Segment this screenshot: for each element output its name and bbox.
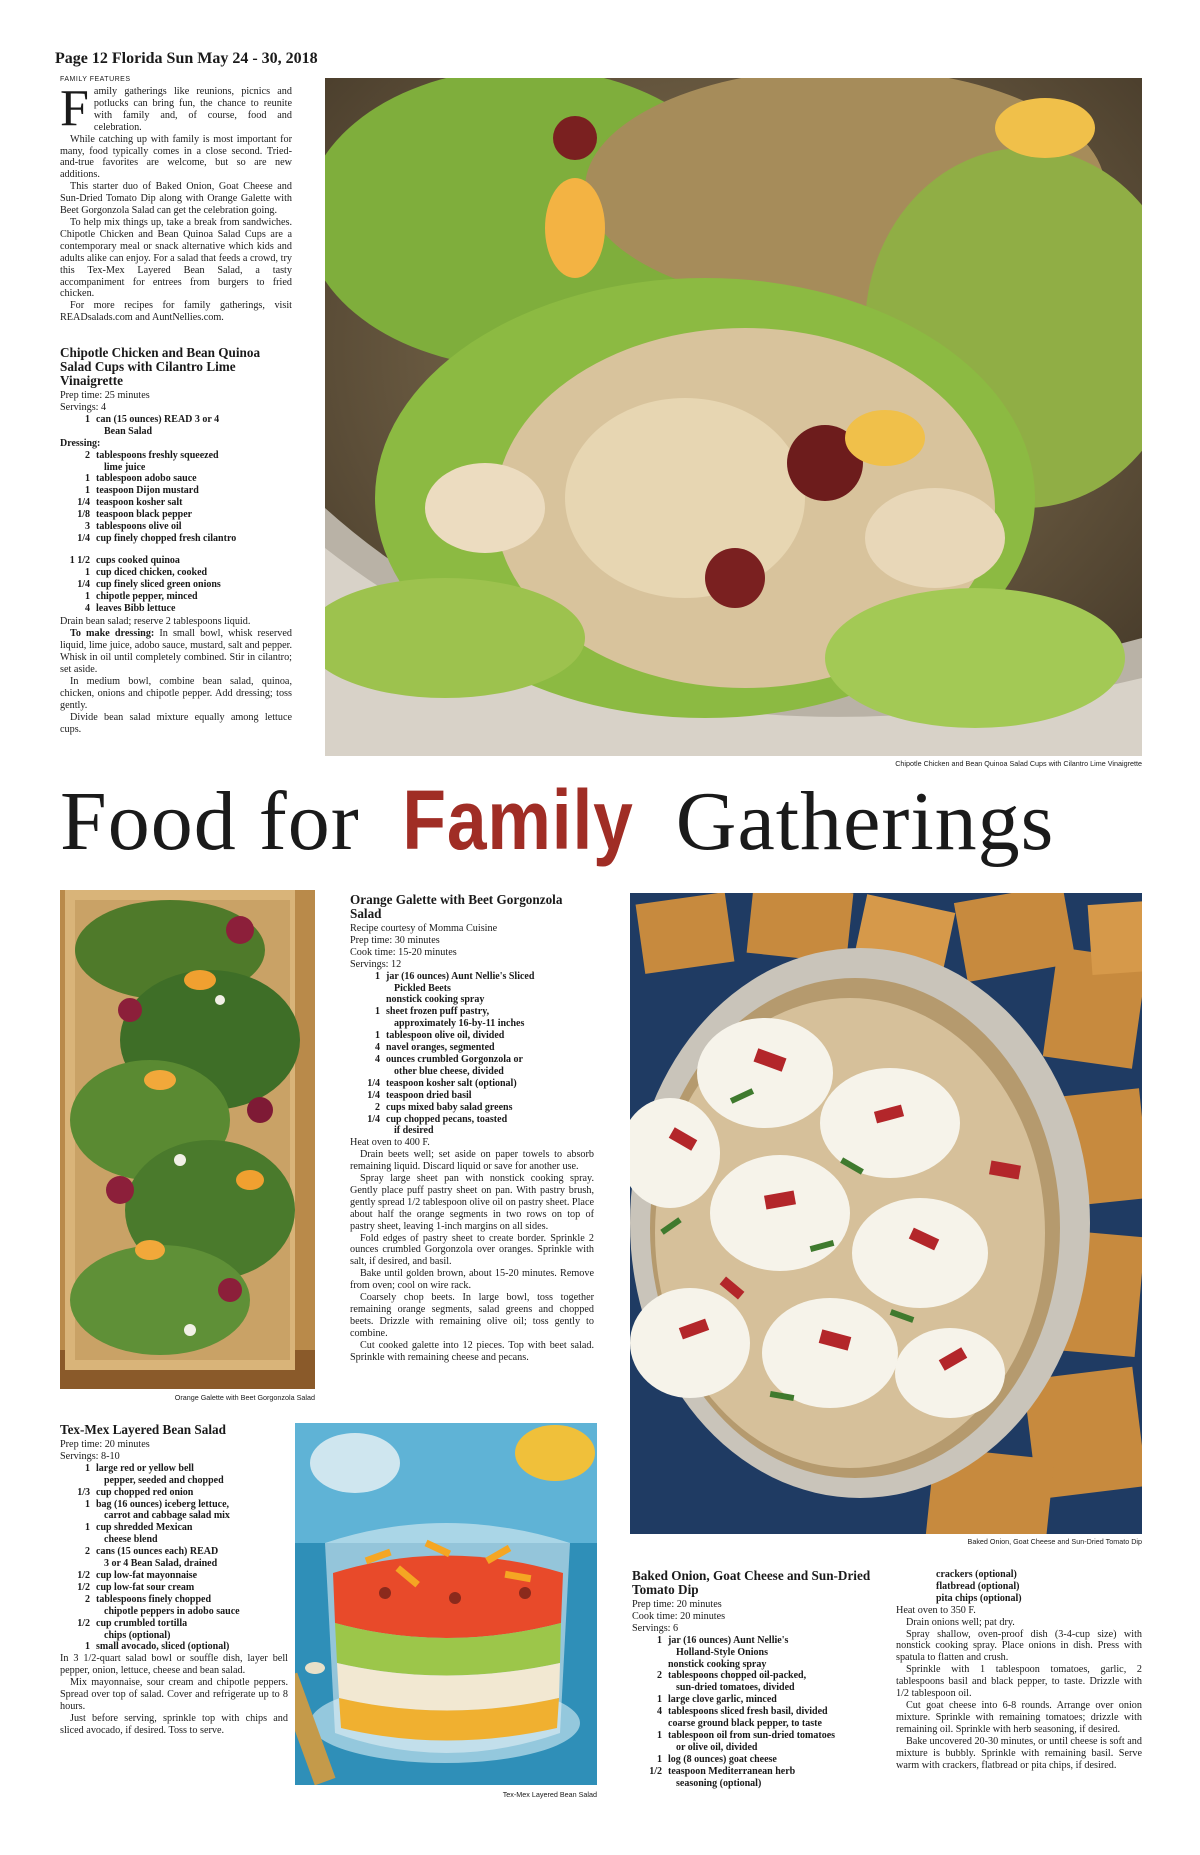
ingredient-row [350, 1078, 594, 1090]
ingredient-continuation: Pickled Beets [394, 982, 451, 994]
ingredient-quantity: 2 [375, 1101, 380, 1113]
intro-paragraph: This starter duo of Baked Onion, Goat Cheese and Sun-Dried Tomato Dip along with Orange Galette with Beet Gorgonzola Salad can get the celebration going. [60, 181, 292, 217]
ingredient-text [668, 1670, 872, 1694]
step: Heat oven to 350 F. [896, 1604, 976, 1616]
ingredient-text [96, 1546, 288, 1570]
intro-text [60, 80, 292, 324]
ingredient-text [96, 533, 292, 545]
recipe-quinoa [60, 346, 292, 735]
ingredient-name: tablespoon adobo sauce [96, 473, 197, 485]
photo-quinoa-salad-cups [325, 78, 1142, 756]
ingredient-quantity: 2 [85, 449, 90, 461]
photo-caption: Tex-Mex Layered Bean Salad [502, 1790, 597, 1799]
ingredient-row [60, 485, 292, 497]
ingredient-name: chipotle pepper, minced [96, 590, 198, 602]
ingredient-name: log (8 ounces) goat cheese [668, 1753, 777, 1765]
ingredient-row [632, 1730, 872, 1754]
ingredient-continuation: Bean Salad [104, 425, 153, 437]
step: Drain bean salad; reserve 2 tablespoons liquid. [60, 616, 251, 628]
ingredient-row [60, 497, 292, 509]
recipe-servings: Servings: 4 [60, 402, 107, 414]
ingredient-quantity: 1/4 [77, 497, 90, 509]
recipe-prep: Prep time: 30 minutes [350, 934, 440, 946]
ingredient-text [96, 450, 292, 474]
ingredient-row [60, 567, 292, 579]
ingredient-text [386, 1030, 594, 1042]
ingredient-continuation: approximately 16-by-11 inches [394, 1018, 525, 1030]
recipe-servings: Servings: 12 [350, 958, 402, 970]
recipe-galette [350, 893, 594, 1364]
recipe-prep: Prep time: 20 minutes [632, 1599, 722, 1610]
ingredient-name: cup low-fat sour cream [96, 1581, 195, 1593]
ingredient-text [668, 1766, 872, 1790]
ingredient-text [96, 579, 292, 591]
ingredient-quantity: 1/2 [77, 1617, 90, 1629]
ingredient-name: small avocado, sliced (optional) [96, 1641, 230, 1653]
ingredient-text [96, 1594, 288, 1618]
ingredient-row [60, 450, 292, 474]
ingredient-quantity: 1/2 [649, 1765, 662, 1777]
ingredient-row [350, 1090, 594, 1102]
ingredient-quantity: 1/4 [367, 1077, 380, 1089]
ingredient-text [386, 1042, 594, 1054]
ingredient-name: sheet frozen puff pastry, [386, 1006, 490, 1018]
ingredient-text [96, 1499, 288, 1523]
ingredient-name: teaspoon Dijon mustard [96, 485, 199, 497]
ingredient-name: cup crumbled tortilla [96, 1617, 188, 1629]
ingredient-quantity: 1 [375, 970, 380, 982]
ingredient-name: cup shredded Mexican [96, 1522, 193, 1534]
ingredient-row [632, 1754, 872, 1766]
ingredient-list [60, 450, 292, 545]
intro-column [60, 76, 292, 736]
ingredient-name: nonstick cooking spray [386, 994, 485, 1006]
ingredient-row [60, 1463, 288, 1487]
ingredient-continuation: chipotle peppers in adobo sauce [104, 1605, 240, 1617]
ingredient-continuation: or olive oil, divided [676, 1741, 758, 1753]
ingredient-list [350, 971, 594, 1138]
ingredient-quantity: 2 [85, 1593, 90, 1605]
recipe-cook: Cook time: 20 minutes [632, 1610, 726, 1622]
ingredient-quantity: 1/4 [77, 578, 90, 590]
recipe-title: Chipotle Chicken and Bean Quinoa Salad Cups with Cilantro Lime Vinaigrette [60, 345, 261, 389]
ingredient-name: cups mixed baby salad greens [386, 1101, 513, 1113]
ingredient-name: navel oranges, segmented [386, 1042, 495, 1054]
photo-caption: Chipotle Chicken and Bean Quinoa Salad Cups with Cilantro Lime Vinaigrette [895, 759, 1142, 768]
ingredient-text [668, 1635, 872, 1659]
ingredient-list [60, 555, 292, 615]
photo-caption: Baked Onion, Goat Cheese and Sun-Dried Tomato Dip [967, 1537, 1142, 1546]
ingredient-text [668, 1659, 872, 1671]
ingredient-quantity: 1 [85, 473, 90, 485]
ingredient-row [60, 1546, 288, 1570]
ingredient-text [386, 1006, 594, 1030]
step: Cut goat cheese into 6-8 rounds. Arrange over onion mixture. Sprinkle with remaining tomatoes; drizzle with remaining oil. Sprinkle with herb seasoning, if desired. [896, 1699, 1142, 1735]
ingredient-continuation: lime juice [104, 461, 146, 473]
ingredient-text [96, 473, 292, 485]
ingredient-text [96, 509, 292, 521]
ingredient-quantity: 4 [657, 1706, 662, 1718]
ingredient-continuation: seasoning (optional) [676, 1777, 762, 1789]
ingredient-list [632, 1635, 872, 1790]
intro-paragraph: While catching up with family is most important for many, food typically comes in a close second. Tried-and-true favorites are welcome, but so are new additions. [60, 133, 292, 181]
ingredient-name: tablespoons freshly squeezed [96, 449, 219, 461]
ingredient-row [350, 1006, 594, 1030]
ingredient-quantity: 1/4 [367, 1113, 380, 1125]
photo-caption: Orange Galette with Beet Gorgonzola Salad [174, 1393, 315, 1402]
drop-cap: F [60, 80, 89, 137]
ingredient-quantity: 4 [85, 602, 90, 614]
intro-paragraph: For more recipes for family gatherings, visit READsalads.com and AuntNellies.com. [60, 300, 292, 324]
ingredient-text [96, 497, 292, 509]
ingredient-quantity: 2 [85, 1546, 90, 1558]
intro-paragraph: To help mix things up, take a break from sandwiches. Chipotle Chicken and Bean Quinoa Salad Cups are a contemporary meal or snack alternative which kids and adults alike can enjoy. For a salad that feeds a crowd, try this Tex-Mex Layered Bean Salad, a tasty accompaniment for entrees from burgers to fried chicken. [60, 216, 292, 300]
ingredient-row [350, 994, 594, 1006]
photo-baked-onion-dip [630, 893, 1142, 1534]
ingredient-name: tablespoon oil from sun-dried tomatoes [668, 1729, 836, 1741]
step-lead: To make dressing: [70, 628, 155, 640]
ingredient-quantity: 1/2 [77, 1581, 90, 1593]
photo-texmex-salad [295, 1423, 597, 1785]
ingredient-row [632, 1694, 872, 1706]
ingredient-text [668, 1694, 872, 1706]
ingredient-name: cup chopped pecans, toasted [386, 1113, 508, 1125]
ingredient-text [386, 971, 594, 995]
ingredient-name: teaspoon kosher salt [96, 497, 183, 509]
ingredient-quantity: 1 [657, 1753, 662, 1765]
ingredient-quantity: 4 [375, 1042, 380, 1054]
ingredient-row [60, 1641, 288, 1653]
ingredient-name: leaves Bibb lettuce [96, 602, 176, 614]
recipe-title: Baked Onion, Goat Cheese and Sun-Dried Tomato Dip [632, 1568, 871, 1597]
ingredient-row [350, 971, 594, 995]
ingredient-row [60, 1499, 288, 1523]
ingredient-name: ounces crumbled Gorgonzola or [386, 1053, 523, 1065]
ingredient-quantity [632, 1718, 668, 1730]
kicker: FAMILY FEATURES [60, 76, 131, 83]
ingredient-text [386, 1054, 594, 1078]
ingredient-name: cup low-fat mayonnaise [96, 1569, 198, 1581]
ingredient-row [60, 1594, 288, 1618]
ingredient-quantity: 1 [85, 1522, 90, 1534]
recipe-courtesy: Recipe courtesy of Momma Cuisine [350, 923, 498, 934]
ingredient-row [60, 1582, 288, 1594]
ingredient-quantity: 1 [85, 1462, 90, 1474]
dressing-label: Dressing: [60, 437, 101, 449]
ingredient-quantity: 1 [657, 1634, 662, 1646]
ingredient-text [96, 567, 292, 579]
ingredient-row [350, 1102, 594, 1114]
ingredient-name: bag (16 ounces) iceberg lettuce, [96, 1498, 230, 1510]
ingredient-text [96, 485, 292, 497]
ingredient-continuation: sun-dried tomatoes, divided [676, 1682, 795, 1694]
ingredient-text [96, 1522, 288, 1546]
ingredient-name: coarse ground black pepper, to taste [668, 1718, 822, 1730]
ingredient-quantity: 1 [85, 1641, 90, 1653]
ingredient-name: jar (16 ounces) Aunt Nellie's [668, 1634, 789, 1646]
ingredient-name: tablespoons olive oil [96, 521, 182, 533]
ingredient-row [350, 1030, 594, 1042]
ingredient-name: cup finely chopped fresh cilantro [96, 533, 237, 544]
ingredient-name: crackers (optional) [936, 1569, 1017, 1580]
ingredient-text [96, 1582, 288, 1594]
ingredient-quantity: 1 [375, 1030, 380, 1042]
ingredient-text [386, 994, 594, 1006]
ingredient-text [96, 591, 292, 603]
recipe-steps [896, 1605, 1142, 1772]
ingredient-row [632, 1670, 872, 1694]
ingredient-row [632, 1635, 872, 1659]
ingredient-row [60, 591, 292, 603]
ingredient-row [60, 533, 292, 545]
ingredient-row [632, 1766, 872, 1790]
ingredient-quantity: 1/3 [77, 1486, 90, 1498]
ingredient-text [668, 1706, 872, 1718]
ingredient-continuation: 3 or 4 Bean Salad, drained [104, 1558, 218, 1570]
recipe-cook: Cook time: 15-20 minutes [350, 946, 457, 958]
ingredient-quantity: 1/2 [77, 1569, 90, 1581]
ingredient-quantity: 1/8 [77, 509, 90, 521]
ingredient-text [96, 1618, 288, 1642]
ingredient-text [668, 1730, 872, 1754]
step: Mix mayonnaise, sour cream and chipotle peppers. Spread over top of salad. Cover and refrigerate up to 8 hours. [60, 1677, 288, 1712]
ingredient-name: tablespoons sliced fresh basil, divided [668, 1706, 828, 1718]
recipe-title: Orange Galette with Beet Gorgonzola Salad [350, 892, 563, 921]
photo-orange-galette [60, 890, 315, 1389]
ingredient-text [386, 1102, 594, 1114]
ingredient-text [386, 1078, 594, 1090]
recipe-title: Tex-Mex Layered Bean Salad [60, 1422, 226, 1437]
ingredient-name: large red or yellow bell [96, 1462, 194, 1474]
ingredient-quantity: 1 [657, 1729, 662, 1741]
ingredient-continuation: other blue cheese, divided [394, 1065, 504, 1077]
step: Coarsely chop beets. In large bowl, toss together remaining orange segments, salad greens and chopped beets. Drizzle with remaining olive oil; toss gently to combine. [350, 1292, 594, 1339]
ingredient-name: nonstick cooking spray [668, 1658, 767, 1670]
ingredient-name: cup diced chicken, cooked [96, 566, 208, 578]
ingredient-quantity: 1/4 [367, 1089, 380, 1101]
step: Bake until golden brown, about 15-20 minutes. Remove from oven; cool on wire rack. [350, 1268, 594, 1292]
headline-post: Gatherings [675, 775, 1055, 868]
recipe-prep: Prep time: 20 minutes [60, 1439, 150, 1450]
ingredient-row [60, 473, 292, 485]
recipe-servings: Servings: 8-10 [60, 1450, 120, 1462]
ingredient-row [60, 414, 292, 438]
step: Divide bean salad mixture equally among lettuce cups. [60, 711, 292, 735]
ingredient-row [60, 1618, 288, 1642]
ingredient-quantity [350, 994, 386, 1006]
ingredient-text [96, 414, 292, 438]
page-folio: Page 12 Florida Sun May 24 - 30, 2018 [55, 50, 318, 67]
recipe-dip [632, 1569, 872, 1790]
ingredient-text [96, 555, 292, 567]
ingredient-text [96, 1570, 288, 1582]
step: In medium bowl, combine bean salad, quinoa, chicken, onions and chipotle pepper. Add dressing; toss gently. [60, 675, 292, 711]
ingredient-row [60, 579, 292, 591]
ingredient-name: tablespoon olive oil, divided [386, 1030, 505, 1042]
ingredient-text [386, 1114, 594, 1138]
ingredient-quantity: 4 [375, 1053, 380, 1065]
ingredient-row [60, 1522, 288, 1546]
recipe-steps [60, 1653, 288, 1736]
ingredient-continuation: carrot and cabbage salad mix [104, 1510, 230, 1522]
ingredient-continuation: chips (optional) [104, 1629, 171, 1641]
headline-accent: Family [402, 773, 634, 867]
step: Drain onions well; pat dry. [906, 1616, 1015, 1628]
ingredient-name: tablespoons finely chopped [96, 1593, 212, 1605]
ingredient-name: cans (15 ounces each) READ [96, 1546, 219, 1558]
ingredient-list [60, 1463, 288, 1654]
ingredient-name: teaspoon Mediterranean herb [668, 1765, 796, 1777]
ingredient-name: teaspoon kosher salt (optional) [386, 1077, 517, 1089]
step: Cut cooked galette into 12 pieces. Top with beet salad. Sprinkle with remaining cheese and pecans. [350, 1339, 594, 1363]
ingredient-text [96, 603, 292, 615]
ingredient-quantity: 1 [85, 590, 90, 602]
headline [60, 775, 1150, 867]
ingredient-row [632, 1659, 872, 1671]
ingredient-quantity: 1 [657, 1694, 662, 1706]
step: Spray shallow, oven-proof dish (3-4-cup size) with nonstick cooking spray. Place onions in dish. Press with spatula to flatten and crush. [896, 1628, 1142, 1664]
recipe-servings: Servings: 6 [632, 1622, 679, 1634]
step: Just before serving, sprinkle top with chips and sliced avocado, if desired. Toss to serve. [60, 1712, 288, 1736]
ingredient-quantity: 1 [85, 566, 90, 578]
ingredient-row [632, 1718, 872, 1730]
ingredient-text [96, 521, 292, 533]
step: Heat oven to 400 F. [350, 1137, 430, 1149]
ingredient-name: tablespoons chopped oil-packed, [668, 1670, 807, 1682]
step: Sprinkle with 1 tablespoon tomatoes, garlic, 2 tablespoons basil and black pepper, to taste. Drizzle with 1/2 tablespoon oil. [896, 1664, 1142, 1700]
ingredient-row [60, 521, 292, 533]
recipe-dip-continued [896, 1569, 1142, 1771]
ingredient-name: teaspoon black pepper [96, 509, 193, 521]
ingredient-quantity: 1 [85, 413, 90, 425]
step: Fold edges of pastry sheet to create border. Sprinkle 2 ounces crumbled Gorgonzola over oranges. Sprinkle with salt, if desired, and basil. [350, 1232, 594, 1268]
step: In 3 1/2-quart salad bowl or souffle dish, layer bell pepper, onion, lettuce, cheese and bean salad. [60, 1653, 288, 1677]
ingredient-row [632, 1706, 872, 1718]
ingredient-name: cup chopped red onion [96, 1486, 194, 1498]
ingredient-name: pita chips (optional) [936, 1592, 1022, 1604]
ingredient-quantity: 1 [85, 1498, 90, 1510]
step: Bake uncovered 20-30 minutes, or until cheese is soft and mixture is bubbly. Sprinkle with remaining basil. Serve warm with crackers, flatbread or pita chips, if desired. [896, 1735, 1142, 1771]
ingredient-row [60, 555, 292, 567]
step: Drain beets well; set aside on paper towels to absorb remaining liquid. Discard liquid or save for another use. [350, 1149, 594, 1173]
ingredient-name: can (15 ounces) READ 3 or 4 [96, 413, 220, 425]
ingredient-row [60, 509, 292, 521]
ingredient-list [60, 414, 292, 438]
ingredient-text [96, 1463, 288, 1487]
ingredient-row [60, 603, 292, 615]
ingredient-quantity: 2 [657, 1670, 662, 1682]
recipe-steps [350, 1137, 594, 1363]
ingredient-text [96, 1487, 288, 1499]
ingredient-list [896, 1569, 1142, 1605]
ingredient-text [668, 1718, 872, 1730]
ingredient-quantity: 1 1/2 [69, 554, 90, 566]
ingredient-continuation: if desired [394, 1125, 434, 1137]
recipe-texmex [60, 1423, 288, 1737]
ingredient-text [668, 1754, 872, 1766]
ingredient-name: large clove garlic, minced [668, 1694, 777, 1706]
ingredient-text [96, 1641, 288, 1653]
ingredient-name: cups cooked quinoa [96, 554, 180, 566]
ingredient-name: teaspoon dried basil [386, 1089, 472, 1101]
ingredient-row [350, 1054, 594, 1078]
ingredient-quantity [632, 1659, 668, 1671]
recipe-prep: Prep time: 25 minutes [60, 390, 150, 402]
ingredient-name: cup finely sliced green onions [96, 578, 221, 590]
ingredient-quantity: 1 [85, 485, 90, 497]
ingredient-quantity: 1/4 [77, 533, 90, 544]
ingredient-name: jar (16 ounces) Aunt Nellie's Sliced [386, 970, 535, 982]
ingredient-row [60, 1487, 288, 1499]
ingredient-quantity: 3 [85, 521, 90, 533]
ingredient-quantity: 1 [375, 1006, 380, 1018]
recipe-steps [60, 616, 292, 735]
intro-first-paragraph: amily gatherings like reunions, picnics and potlucks can bring fun, the chance to reunite with family and, of course, food and celebration. [93, 86, 292, 133]
step: In small bowl, whisk reserved liquid, lime juice, adobo sauce, mustard, salt and pepper. Whisk in oil until completely combined. Stir in cilantro; set aside. [60, 628, 292, 676]
step: Spray large sheet pan with nonstick cooking spray. Gently place puff pastry sheet on pan. With pastry brush, gently spread 1/2 tablespoon olive oil on pastry sheet. Place about half the orange segments in two rows on top of pastry sheet, leaving 1-inch margins on all sides. [350, 1173, 594, 1232]
ingredient-text [386, 1090, 594, 1102]
ingredient-continuation: pepper, seeded and chopped [104, 1474, 224, 1486]
ingredient-row [350, 1114, 594, 1138]
headline-pre: Food for [60, 775, 360, 868]
ingredient-continuation: cheese blend [104, 1534, 158, 1546]
ingredient-row [350, 1042, 594, 1054]
ingredient-name: flatbread (optional) [936, 1580, 1020, 1592]
ingredient-row [60, 1570, 288, 1582]
ingredient-continuation: Holland-Style Onions [676, 1646, 768, 1658]
